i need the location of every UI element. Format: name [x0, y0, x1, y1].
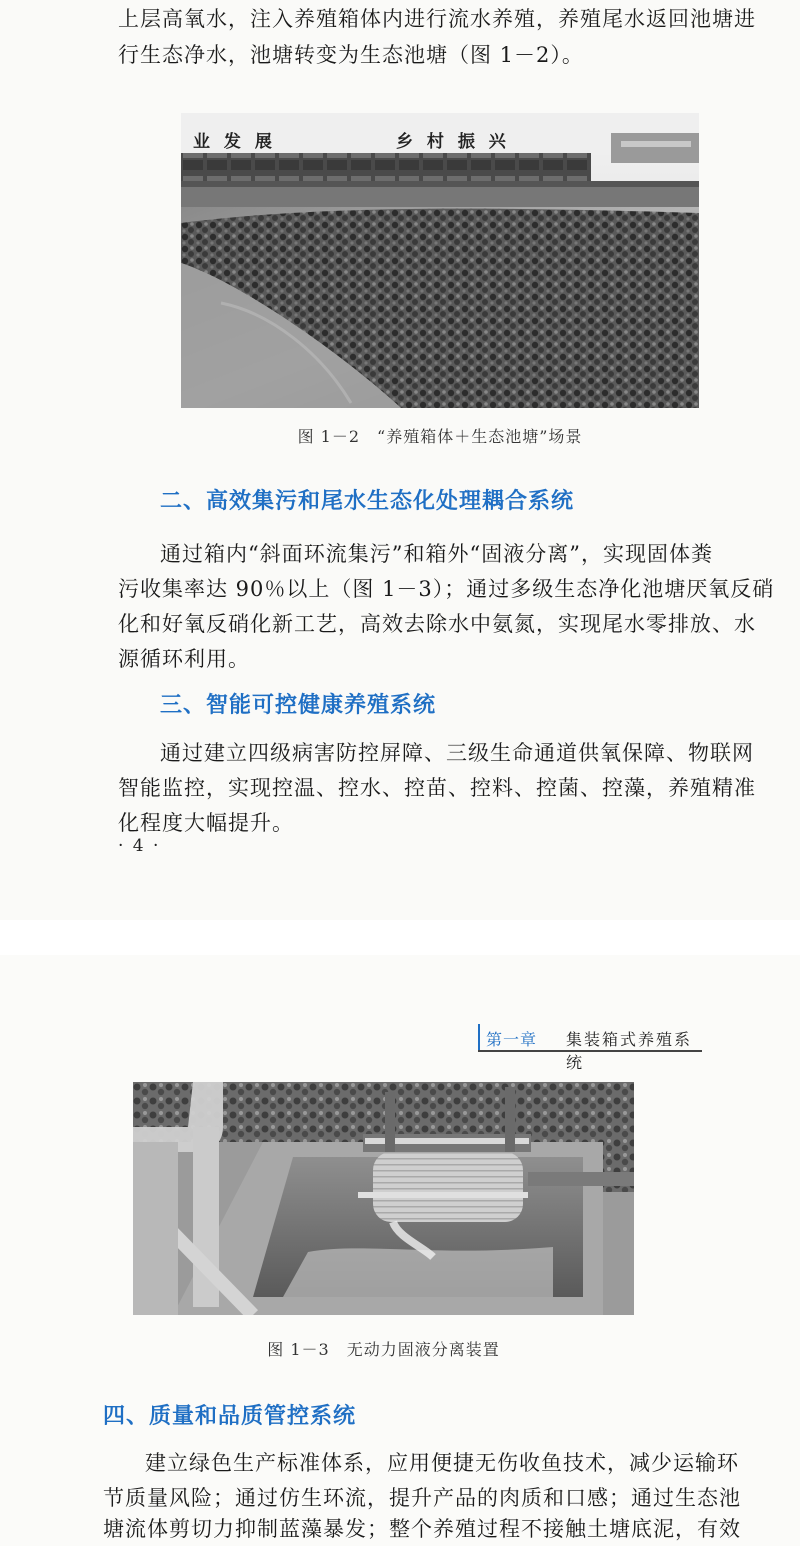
section-2-line-4: 源循环利用。: [118, 647, 250, 671]
figure-1-3-photo: [133, 1082, 634, 1315]
running-head: [478, 1024, 702, 1072]
section-4-heading: 四、质量和品质管控系统: [103, 1404, 357, 1429]
figure-1-2-caption: 图 1－2 “养殖箱体＋生态池塘”场景: [297, 427, 583, 446]
section-4-line-3: 塘流体剪切力抑制蓝藻暴发；整个养殖过程不接触土塘底泥，有效: [103, 1517, 741, 1541]
section-3-line-3: 化程度大幅提升。: [118, 811, 294, 835]
section-2-heading: 二、高效集污和尾水生态化处理耦合系统: [160, 489, 575, 514]
page-separator: [0, 920, 800, 955]
intro-line-2: 行生态净水，池塘转变为生态池塘（图 1－2）。: [118, 43, 584, 67]
figure-1-2-photo: [181, 113, 699, 408]
section-2-line-3: 化和好氧反硝化新工艺，高效去除水中氨氮，实现尾水零排放、水: [118, 612, 756, 636]
section-3-line-2: 智能监控，实现控温、控水、控苗、控料、控菌、控藻，养殖精准: [118, 776, 756, 800]
running-head-title: 集装箱式养殖系统: [566, 1030, 693, 1072]
intro-line-1: 上层高氧水，注入养殖箱体内进行流水养殖，养殖尾水返回池塘进: [118, 7, 756, 31]
page-number: · 4 ·: [118, 836, 161, 856]
running-head-chapter: 第一章: [486, 1030, 538, 1049]
photo-sign-right: 乡 村 振 兴: [396, 132, 510, 152]
section-3-line-1: 通过建立四级病害防控屏障、三级生命通道供氧保障、物联网: [160, 741, 754, 765]
running-head-rule: [478, 1050, 702, 1052]
section-3-heading: 三、智能可控健康养殖系统: [160, 693, 437, 718]
section-2-line-2: 污收集率达 90％以上（图 1－3）；通过多级生态净化池塘厌氧反硝: [118, 577, 775, 601]
section-4-line-1: 建立绿色生产标准体系，应用便捷无伤收鱼技术，减少运输环: [145, 1451, 739, 1475]
section-4-line-2: 节质量风险；通过仿生环流，提升产品的肉质和口感；通过生态池: [103, 1486, 741, 1510]
photo-sign-left: 业 发 展: [193, 132, 276, 152]
section-2-line-1: 通过箱内“斜面环流集污”和箱外“固液分离”，实现固体粪: [160, 542, 713, 566]
figure-1-3-caption: 图 1－3 无动力固液分离装置: [267, 1340, 500, 1359]
